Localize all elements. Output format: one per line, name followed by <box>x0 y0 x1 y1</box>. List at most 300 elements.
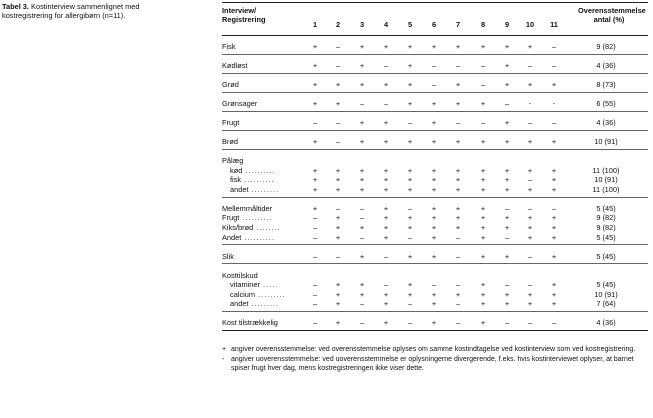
cell-child-5: + <box>407 175 413 185</box>
cell-child-2: – <box>335 42 341 51</box>
cell-child-8: – <box>480 80 486 89</box>
table-row <box>222 166 648 175</box>
row-result: 7 (64) <box>596 299 616 309</box>
cell-child-8: + <box>480 251 486 261</box>
table-row <box>222 42 648 51</box>
row-label: Kiks/brød ........ <box>222 223 281 232</box>
cell-child-10: + <box>527 42 533 51</box>
cell-child-2: – <box>335 61 341 70</box>
cell-child-8: + <box>480 318 486 328</box>
cell-child-8: + <box>480 184 486 194</box>
cell-child-3: – <box>359 318 365 328</box>
cell-child-1: + <box>312 137 318 146</box>
cell-child-4: + <box>383 42 389 51</box>
row-result: 9 (82) <box>596 213 616 223</box>
cell-child-7: + <box>455 165 461 175</box>
leader-dots: .......... <box>241 232 275 242</box>
cell-child-11: + <box>551 175 557 185</box>
table-row <box>222 290 648 299</box>
cell-child-6: + <box>431 318 437 328</box>
cell-child-7: – <box>455 61 461 70</box>
cell-child-5: – <box>407 232 413 242</box>
cell-child-7: + <box>455 184 461 194</box>
table-row <box>222 233 648 242</box>
cell-child-4: + <box>383 165 389 175</box>
cell-child-8: + <box>480 42 486 51</box>
cell-child-1: – <box>312 251 318 261</box>
cell-child-4: + <box>383 299 389 309</box>
cell-child-5: + <box>407 80 413 89</box>
header-col-6: 6 <box>431 20 437 29</box>
cell-child-1: – <box>312 118 318 127</box>
row-result: 9 (82) <box>596 223 616 232</box>
row-label: Grød <box>222 80 239 89</box>
cell-child-10: + <box>527 213 533 223</box>
cell-child-10: + <box>527 165 533 175</box>
cell-child-9: – <box>504 280 510 290</box>
cell-child-4: + <box>383 184 389 194</box>
cell-child-2: + <box>335 213 341 223</box>
cell-child-10: + <box>527 137 533 146</box>
cell-child-8: + <box>480 203 486 213</box>
cell-child-9: + <box>504 42 510 51</box>
header-col-10: 10 <box>525 20 535 29</box>
cell-child-6: + <box>431 137 437 146</box>
cell-child-2: – <box>335 118 341 127</box>
cell-child-11: – <box>551 203 557 213</box>
cell-child-9: + <box>504 137 510 146</box>
row-divider <box>222 311 648 312</box>
table-row <box>222 280 648 289</box>
cell-child-4: + <box>383 203 389 213</box>
caption-label: Tabel 3. <box>2 2 29 11</box>
cell-child-2: – <box>335 137 341 146</box>
cell-child-11: + <box>551 251 557 261</box>
leader-dots: ......... <box>248 299 280 309</box>
row-label: Slik <box>222 251 234 261</box>
cell-child-7: + <box>455 80 461 89</box>
row-label: Brød <box>222 137 239 146</box>
cell-child-11: + <box>551 184 557 194</box>
cell-child-5: + <box>407 137 413 146</box>
cell-child-8: + <box>480 289 486 299</box>
cell-child-9: + <box>504 80 510 89</box>
leader-dots: .......... <box>239 213 273 223</box>
cell-child-7: + <box>455 289 461 299</box>
cell-child-1: + <box>312 42 318 51</box>
cell-child-3: + <box>359 223 365 232</box>
row-label: Kødløst <box>222 61 248 70</box>
cell-child-6: + <box>431 165 437 175</box>
table-row <box>222 156 648 165</box>
row-label: Fisk <box>222 42 236 51</box>
table-row <box>222 271 648 280</box>
cell-child-4: – <box>383 280 389 290</box>
header-col-1: 1 <box>312 20 318 29</box>
cell-child-3: + <box>359 175 365 185</box>
row-label: Kosttilskud <box>222 270 258 280</box>
cell-child-11: + <box>551 280 557 290</box>
row-label: vitaminer ..... <box>230 280 279 290</box>
row-label: calcium ......... <box>230 289 286 299</box>
legend-note <box>222 355 648 374</box>
table-row <box>222 80 648 89</box>
cell-child-3: + <box>359 42 365 51</box>
cell-child-2: – <box>335 203 341 213</box>
cell-child-6: + <box>431 289 437 299</box>
cell-child-7: + <box>455 137 461 146</box>
cell-child-10: + <box>527 299 533 309</box>
cell-child-5: + <box>407 42 413 51</box>
cell-child-3: + <box>359 118 365 127</box>
cell-child-5: + <box>407 165 413 175</box>
table-row <box>222 99 648 108</box>
leader-dots: ........ <box>253 223 281 232</box>
cell-child-2: + <box>335 99 341 108</box>
cell-child-2: + <box>335 318 341 328</box>
cell-child-6: + <box>431 42 437 51</box>
leader-dots: .......... <box>242 165 276 175</box>
cell-child-6: + <box>431 203 437 213</box>
row-divider <box>222 54 648 55</box>
note-text: angiver uoverensstemmelse: ved uoverensstemmelse er oplysningerne divergerende, f.eks. hvis kostinterviewet oplyser, at barnet spiser frugt hver dag, mens kostregistreringen ikke viser dette. <box>231 355 634 373</box>
cell-child-4: – <box>383 61 389 70</box>
cell-child-6: + <box>431 118 437 127</box>
cell-child-7: – <box>455 251 461 261</box>
cell-child-2: + <box>335 232 341 242</box>
cell-child-1: – <box>312 299 318 309</box>
table-row <box>222 223 648 232</box>
row-label: Frugt <box>222 118 240 127</box>
row-label: andet ......... <box>230 299 280 309</box>
table-row <box>222 318 648 327</box>
cell-child-10: – <box>527 203 533 213</box>
cell-child-7: + <box>455 203 461 213</box>
cell-child-1: + <box>312 165 318 175</box>
row-divider <box>222 330 648 331</box>
header-label-2: Registrering <box>222 15 266 24</box>
cell-child-3: + <box>359 289 365 299</box>
cell-child-10: + <box>527 80 533 89</box>
cell-child-10: + <box>527 289 533 299</box>
header-result-2: antal (%) <box>593 15 625 24</box>
cell-child-6: – <box>431 280 437 290</box>
row-divider <box>222 92 648 93</box>
cell-child-3: + <box>359 137 365 146</box>
row-result: 4 (36) <box>596 61 616 70</box>
cell-child-9: + <box>504 165 510 175</box>
cell-child-7: – <box>455 118 461 127</box>
cell-child-9: + <box>504 299 510 309</box>
table-row <box>222 252 648 261</box>
row-label: Pålæg <box>222 156 244 165</box>
row-label: Grønsager <box>222 99 258 108</box>
cell-child-10: – <box>527 318 533 328</box>
cell-child-6: + <box>431 232 437 242</box>
cell-child-9: + <box>504 61 510 70</box>
cell-child-5: – <box>407 203 413 213</box>
header-rule <box>222 35 648 36</box>
cell-child-5: + <box>407 213 413 223</box>
cell-child-8: + <box>480 223 486 232</box>
cell-child-3: – <box>359 213 365 223</box>
cell-child-10: – <box>527 251 533 261</box>
cell-child-8: + <box>480 299 486 309</box>
cell-child-4: + <box>383 213 389 223</box>
cell-child-7: – <box>455 299 461 309</box>
row-result: 4 (36) <box>596 318 616 328</box>
header-col-3: 3 <box>359 20 365 29</box>
row-result: 5 (45) <box>596 232 616 242</box>
cell-child-8: + <box>480 137 486 146</box>
cell-child-11: – <box>551 318 557 328</box>
table-row <box>222 204 648 213</box>
table-row <box>222 299 648 308</box>
header-col-2: 2 <box>335 20 341 29</box>
cell-child-11: + <box>551 299 557 309</box>
cell-child-2: + <box>335 80 341 89</box>
header-col-5: 5 <box>407 20 413 29</box>
cell-child-5: – <box>407 118 413 127</box>
cell-child-5: + <box>407 289 413 299</box>
cell-child-10: + <box>527 232 533 242</box>
header-col-9: 9 <box>504 20 510 29</box>
row-result: 9 (82) <box>596 42 616 51</box>
cell-child-6: + <box>431 99 437 108</box>
cell-child-4: + <box>383 223 389 232</box>
row-divider <box>222 149 648 150</box>
cell-child-11: + <box>551 232 557 242</box>
row-result: 10 (91) <box>594 289 618 299</box>
cell-child-7: + <box>455 42 461 51</box>
row-divider <box>222 244 648 245</box>
cell-child-3: – <box>359 299 365 309</box>
table-row <box>222 185 648 194</box>
cell-child-11: - <box>552 99 556 108</box>
note-symbol: - <box>222 355 225 363</box>
cell-child-1: + <box>312 175 318 185</box>
cell-child-4: + <box>383 175 389 185</box>
row-label: kød .......... <box>230 165 276 175</box>
cell-child-8: + <box>480 280 486 290</box>
leader-dots: ......... <box>248 184 280 194</box>
cell-child-1: – <box>312 223 318 232</box>
cell-child-7: + <box>455 99 461 108</box>
cell-child-4: – <box>383 99 389 108</box>
cell-child-11: – <box>551 61 557 70</box>
row-result: 11 (100) <box>592 165 620 175</box>
row-result: 11 (100) <box>592 184 620 194</box>
row-result: 5 (45) <box>596 280 616 290</box>
row-divider <box>222 197 648 198</box>
cell-child-4: + <box>383 137 389 146</box>
row-label: Andet .......... <box>222 232 275 242</box>
table-row <box>222 61 648 70</box>
cell-child-7: + <box>455 223 461 232</box>
note-symbol: + <box>222 346 227 354</box>
cell-child-9: + <box>504 223 510 232</box>
table-row <box>222 137 648 146</box>
cell-child-5: – <box>407 299 413 309</box>
row-result: 10 (91) <box>594 175 618 185</box>
cell-child-6: + <box>431 251 437 261</box>
cell-child-10: – <box>527 280 533 290</box>
row-label: fisk .......... <box>230 175 275 185</box>
cell-child-2: + <box>335 175 341 185</box>
cell-child-4: + <box>383 232 389 242</box>
cell-child-10: – <box>527 61 533 70</box>
cell-child-2: – <box>335 251 341 261</box>
header-label-1: Interview/ <box>222 6 257 15</box>
cell-child-3: – <box>359 232 365 242</box>
cell-child-5: + <box>407 99 413 108</box>
cell-child-5: + <box>407 61 413 70</box>
cell-child-8: – <box>480 118 486 127</box>
cell-child-6: + <box>431 213 437 223</box>
cell-child-8: + <box>480 165 486 175</box>
cell-child-6: + <box>431 299 437 309</box>
leader-dots: ..... <box>259 280 279 290</box>
cell-child-5: + <box>407 223 413 232</box>
cell-child-5: + <box>407 251 413 261</box>
header-col-4: 4 <box>383 20 389 29</box>
cell-child-9: – <box>504 99 510 108</box>
table-row <box>222 175 648 184</box>
cell-child-2: + <box>335 299 341 309</box>
cell-child-9: – <box>504 318 510 328</box>
cell-child-9: + <box>504 289 510 299</box>
row-label: Frugt .......... <box>222 213 273 223</box>
cell-child-7: – <box>455 318 461 328</box>
row-result: 4 (36) <box>596 118 616 127</box>
cell-child-2: + <box>335 223 341 232</box>
header-col-7: 7 <box>455 20 461 29</box>
caption-text: Kostinterview sammenlignet med kostregistrering for allergibørn (n=11). <box>2 2 140 21</box>
cell-child-5: – <box>407 318 413 328</box>
cell-child-3: + <box>359 251 365 261</box>
cell-child-5: + <box>407 280 413 290</box>
cell-child-5: + <box>407 184 413 194</box>
cell-child-8: + <box>480 213 486 223</box>
cell-child-2: + <box>335 289 341 299</box>
header-col-11: 11 <box>550 20 558 29</box>
cell-child-1: – <box>312 280 318 290</box>
row-result: 6 (55) <box>596 99 616 108</box>
cell-child-1: – <box>312 213 318 223</box>
cell-child-1: + <box>312 203 318 213</box>
cell-child-4: – <box>383 251 389 261</box>
cell-child-9: + <box>504 213 510 223</box>
cell-child-1: – <box>312 289 318 299</box>
table-row <box>222 213 648 222</box>
cell-child-11: – <box>551 118 557 127</box>
cell-child-9: – <box>504 232 510 242</box>
cell-child-8: + <box>480 175 486 185</box>
cell-child-7: – <box>455 280 461 290</box>
row-divider <box>222 73 648 74</box>
cell-child-11: + <box>551 165 557 175</box>
cell-child-2: + <box>335 165 341 175</box>
cell-child-10: – <box>527 118 533 127</box>
cell-child-3: + <box>359 80 365 89</box>
cell-child-8: – <box>480 61 486 70</box>
cell-child-11: – <box>551 42 557 51</box>
row-label: andet ......... <box>230 184 280 194</box>
cell-child-1: + <box>312 80 318 89</box>
cell-child-2: + <box>335 184 341 194</box>
cell-child-11: + <box>551 289 557 299</box>
cell-child-6: + <box>431 223 437 232</box>
cell-child-9: + <box>504 118 510 127</box>
cell-child-4: + <box>383 118 389 127</box>
cell-child-3: + <box>359 61 365 70</box>
row-result: 5 (45) <box>596 251 616 261</box>
cell-child-11: + <box>551 80 557 89</box>
row-divider <box>222 263 648 264</box>
leader-dots: .......... <box>241 175 275 185</box>
cell-child-6: + <box>431 175 437 185</box>
cell-child-9: + <box>504 184 510 194</box>
note-text: angiver overensstemmelse: ved overensstemmelse oplyses om samme kostindtagelse ved kostinterview som ved kostregistrering. <box>231 346 636 354</box>
table-row <box>222 118 648 127</box>
header-col-8: 8 <box>480 20 486 29</box>
cell-child-9: – <box>504 203 510 213</box>
cell-child-9: + <box>504 251 510 261</box>
row-label: Mellemmåltider <box>222 203 273 213</box>
cell-child-11: + <box>551 223 557 232</box>
leader-dots: ......... <box>255 289 286 299</box>
cell-child-10: – <box>527 175 533 185</box>
cell-child-3: – <box>359 203 365 213</box>
cell-child-1: + <box>312 184 318 194</box>
table-notes <box>222 345 648 373</box>
cell-child-3: + <box>359 280 365 290</box>
row-result: 10 (91) <box>594 137 618 146</box>
cell-child-6: – <box>431 80 437 89</box>
cell-child-4: + <box>383 289 389 299</box>
header-result-1: Overensstemmelse <box>578 6 646 15</box>
row-label: Kost tilstrækkelig <box>222 318 278 328</box>
cell-child-10: + <box>527 223 533 232</box>
row-divider <box>222 130 648 131</box>
table-caption <box>2 2 187 21</box>
cell-child-1: – <box>312 232 318 242</box>
cell-child-7: + <box>455 213 461 223</box>
cell-child-2: + <box>335 280 341 290</box>
cell-child-3: + <box>359 184 365 194</box>
cell-child-3: – <box>359 99 365 108</box>
cell-child-7: – <box>455 232 461 242</box>
cell-child-8: + <box>480 99 486 108</box>
cell-child-6: – <box>431 61 437 70</box>
cell-child-4: + <box>383 80 389 89</box>
row-divider <box>222 111 648 112</box>
cell-child-1: + <box>312 61 318 70</box>
row-result: 5 (45) <box>596 203 616 213</box>
legend-note <box>222 345 648 354</box>
cell-child-9: + <box>504 175 510 185</box>
cell-child-8: + <box>480 232 486 242</box>
cell-child-10: - <box>528 99 532 108</box>
cell-child-10: + <box>527 184 533 194</box>
table-top-rule <box>222 2 648 3</box>
cell-child-1: – <box>312 318 318 328</box>
cell-child-11: + <box>551 137 557 146</box>
cell-child-1: + <box>312 99 318 108</box>
cell-child-3: + <box>359 165 365 175</box>
cell-child-11: + <box>551 213 557 223</box>
cell-child-6: + <box>431 184 437 194</box>
